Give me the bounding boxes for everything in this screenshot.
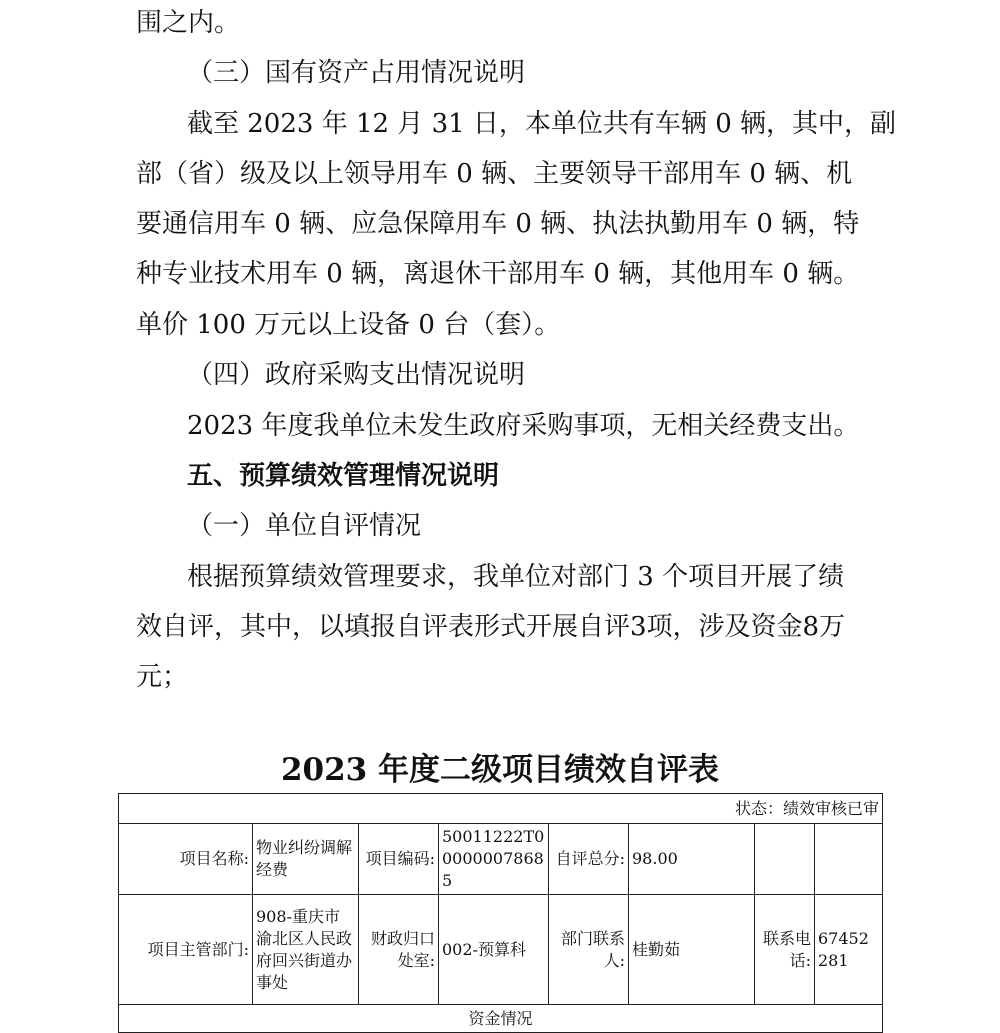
dept-value: 908-重庆市渝北区人民政府回兴街道办事处 <box>253 895 359 1005</box>
paragraph-line: 效自评，其中，以填报自评表形式开展自评3项，涉及资金8万 <box>136 612 846 642</box>
phone-label: 联系电话: <box>755 895 815 1005</box>
empty-cell <box>755 824 815 895</box>
contact-label: 部门联系人: <box>549 895 629 1005</box>
paragraph-line: 2023 年度我单位未发生政府采购事项，无相关经费支出。 <box>187 411 860 441</box>
performance-table <box>118 793 883 1033</box>
phone-value: 67452281 <box>815 895 883 1005</box>
paragraph-line: 元； <box>136 662 189 692</box>
funds-header-row <box>119 1005 883 1033</box>
paragraph-line: 截至 2023 年 12 月 31 日，本单位共有车辆 0 辆，其中，副 <box>187 109 896 139</box>
dept-label: 项目主管部门: <box>119 895 253 1005</box>
paragraph-line: 种专业技术用车 0 辆，离退休干部用车 0 辆，其他用车 0 辆。 <box>136 259 860 289</box>
project-code-label: 项目编码: <box>359 824 439 895</box>
project-name-value: 物业纠纷调解经费 <box>253 824 359 895</box>
table-row <box>119 895 883 1005</box>
section-heading: （四）政府采购支出情况说明 <box>187 360 526 390</box>
paragraph-line: 根据预算绩效管理要求，我单位对部门 3 个项目开展了绩 <box>187 562 845 592</box>
finance-office-value: 002-预算科 <box>439 895 549 1005</box>
table-row <box>119 824 883 895</box>
section-heading: （三）国有资产占用情况说明 <box>187 58 526 88</box>
paragraph-line: 单价 100 万元以上设备 0 台（套）。 <box>136 310 561 340</box>
table-title: 2023 年度二级项目绩效自评表 <box>280 752 720 788</box>
paragraph-line: 要通信用车 0 辆、应急保障用车 0 辆、执法执勤用车 0 辆，特 <box>136 209 860 239</box>
section-heading: （一）单位自评情况 <box>187 511 422 541</box>
chapter-heading: 五、预算绩效管理情况说明 <box>187 461 500 491</box>
score-value: 98.00 <box>629 824 755 895</box>
status-row <box>119 794 883 824</box>
status-text: 状态：绩效审核已审 <box>119 794 883 824</box>
paragraph-line: 围之内。 <box>136 8 241 38</box>
empty-cell <box>815 824 883 895</box>
score-label: 自评总分: <box>549 824 629 895</box>
finance-office-label: 财政归口处室: <box>359 895 439 1005</box>
paragraph-line: 部（省）级及以上领导用车 0 辆、主要领导干部用车 0 辆、机 <box>136 159 853 189</box>
contact-value: 桂勤茹 <box>629 895 755 1005</box>
project-code-value: 50011222T000000078685 <box>439 824 549 895</box>
project-name-label: 项目名称: <box>119 824 253 895</box>
funds-header: 资金情况 <box>119 1005 883 1033</box>
